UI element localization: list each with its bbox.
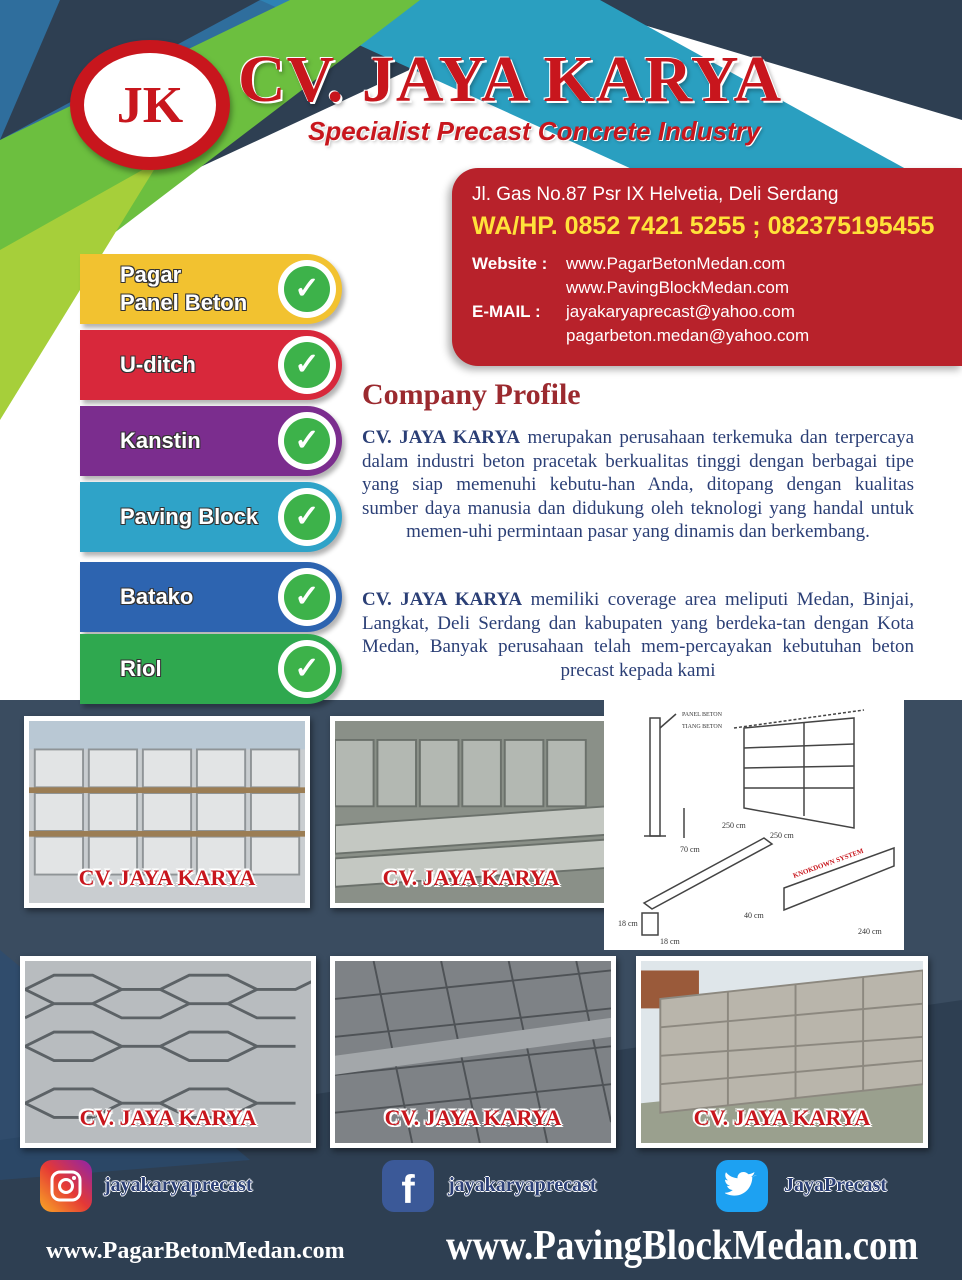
- email-link-2[interactable]: pagarbeton.medan@yahoo.com: [566, 326, 810, 345]
- checkmark-icon: ✓: [284, 646, 330, 692]
- contact-phone: WA/HP. 0852 7421 5255 ; 082375195455: [472, 212, 935, 240]
- logo-inner-circle: [84, 53, 216, 157]
- website-label: Website :: [472, 254, 548, 273]
- photo-paving-block: [330, 956, 616, 1148]
- photo-watermark: CV. JAYA KARYA: [693, 1105, 871, 1130]
- product-label: U-ditch: [120, 352, 196, 377]
- footer-website-paving[interactable]: www.PavingBlockMedan.com: [446, 1223, 919, 1269]
- tagline: Specialist Precast Concrete Industry: [308, 116, 761, 146]
- photo-watermark: CV. JAYA KARYA: [382, 865, 560, 890]
- contact-box: [452, 168, 962, 366]
- product-item-pagar-panel-beton: [80, 254, 342, 324]
- label-dim-240: 240 cm: [858, 927, 882, 936]
- check-badge: [278, 568, 336, 626]
- instagram-icon[interactable]: [40, 1160, 92, 1212]
- product-label: Paving Block: [120, 504, 259, 529]
- check-badge: [278, 640, 336, 698]
- check-badge: [278, 260, 336, 318]
- product-item-riol: [80, 634, 342, 704]
- label-dim-18a: 18 cm: [618, 919, 638, 928]
- label-knockdown-system: KNOKDOWN SYSTEM: [791, 846, 865, 880]
- footer-website-pagar[interactable]: www.PagarBetonMedan.com: [46, 1238, 345, 1264]
- photo-watermark: CV. JAYA KARYA: [79, 1105, 257, 1130]
- check-badge: [278, 412, 336, 470]
- facebook-handle[interactable]: jayakaryaprecast: [448, 1174, 597, 1196]
- instagram-glyph: [49, 1169, 83, 1203]
- profile-text: memiliki coverage area meliputi Medan, Binjai, Langkat, Deli Serdang dan kabupaten yang berdeka-tan dengan Kota Medan, Banyak perusahaan telah mem-percayakan kebutuhan beton precast kepada kami: [362, 589, 914, 681]
- facebook-glyph: f: [401, 1167, 415, 1212]
- photo-paving-hexagon: [20, 956, 316, 1148]
- check-badge: [278, 488, 336, 546]
- product-item-paving-block: [80, 482, 342, 552]
- profile-paragraph-2: [362, 588, 914, 682]
- checkmark-icon: ✓: [284, 494, 330, 540]
- profile-company-name: CV. JAYA KARYA: [362, 589, 523, 610]
- checkmark-icon: ✓: [284, 266, 330, 312]
- checkmark-icon: ✓: [284, 342, 330, 388]
- fence-diagram: [604, 688, 904, 950]
- photo-panel-fence: [636, 956, 928, 1148]
- label-dim-70: 70 cm: [680, 845, 700, 854]
- product-label: [120, 254, 280, 324]
- product-item-u-ditch: [80, 330, 342, 400]
- brand-name: CV. JAYA KARYA: [238, 43, 783, 116]
- photo-watermark: CV. JAYA KARYA: [384, 1105, 562, 1130]
- photo-watermark: CV. JAYA KARYA: [78, 865, 256, 890]
- label-dim-40: 40 cm: [744, 911, 764, 920]
- photo-u-ditch: [24, 716, 310, 908]
- photo-kanstin: [330, 716, 612, 908]
- profile-company-name: CV. JAYA KARYA: [362, 427, 521, 448]
- product-item-batako: [80, 562, 342, 632]
- label-dim-250b: 250 cm: [770, 831, 794, 840]
- profile-title: Company Profile: [362, 378, 581, 411]
- profile-paragraph-1: [362, 426, 914, 544]
- twitter-handle[interactable]: JayaPrecast: [784, 1174, 887, 1196]
- product-item-kanstin: [80, 406, 342, 476]
- label-tiang-beton: TIANG BETON: [682, 724, 723, 730]
- product-label: Riol: [120, 656, 162, 681]
- product-label: Kanstin: [120, 428, 201, 453]
- label-panel-beton: PANEL BETON: [682, 712, 722, 718]
- product-label: Batako: [120, 584, 194, 609]
- contact-address: Jl. Gas No.87 Psr IX Helvetia, Deli Serdang: [472, 184, 839, 205]
- product-label-line2: Panel Beton: [120, 290, 248, 315]
- facebook-icon[interactable]: [382, 1160, 434, 1212]
- website-link-2[interactable]: www.PavingBlockMedan.com: [566, 278, 789, 297]
- label-dim-250a: 250 cm: [722, 821, 746, 830]
- profile-text: merupakan perusahaan terkemuka dan terpercaya dalam industri beton pracetak berkualitas tinggi dengan berbagai tipe yang siap memenuhi kebutu-han Anda, ditopang dengan kualitas sumber daya manusia dan didukung oleh teknologi yang handal untuk memen-uhi permintaan pasar yang dinamis dan berkembang.: [362, 427, 915, 542]
- twitter-icon[interactable]: [716, 1160, 768, 1212]
- email-link-1[interactable]: jayakaryaprecast@yahoo.com: [566, 302, 795, 321]
- instagram-handle[interactable]: jayakaryaprecast: [104, 1174, 253, 1196]
- email-label: E-MAIL :: [472, 302, 541, 321]
- check-badge: [278, 336, 336, 394]
- company-logo: [70, 40, 230, 170]
- checkmark-icon: ✓: [284, 574, 330, 620]
- product-label-line1: Pagar: [120, 262, 182, 287]
- label-dim-18b: 18 cm: [660, 937, 680, 946]
- website-link-1[interactable]: www.PagarBetonMedan.com: [566, 254, 786, 273]
- checkmark-icon: ✓: [284, 418, 330, 464]
- logo-text: JK: [116, 76, 184, 134]
- twitter-bird-glyph: [725, 1171, 759, 1201]
